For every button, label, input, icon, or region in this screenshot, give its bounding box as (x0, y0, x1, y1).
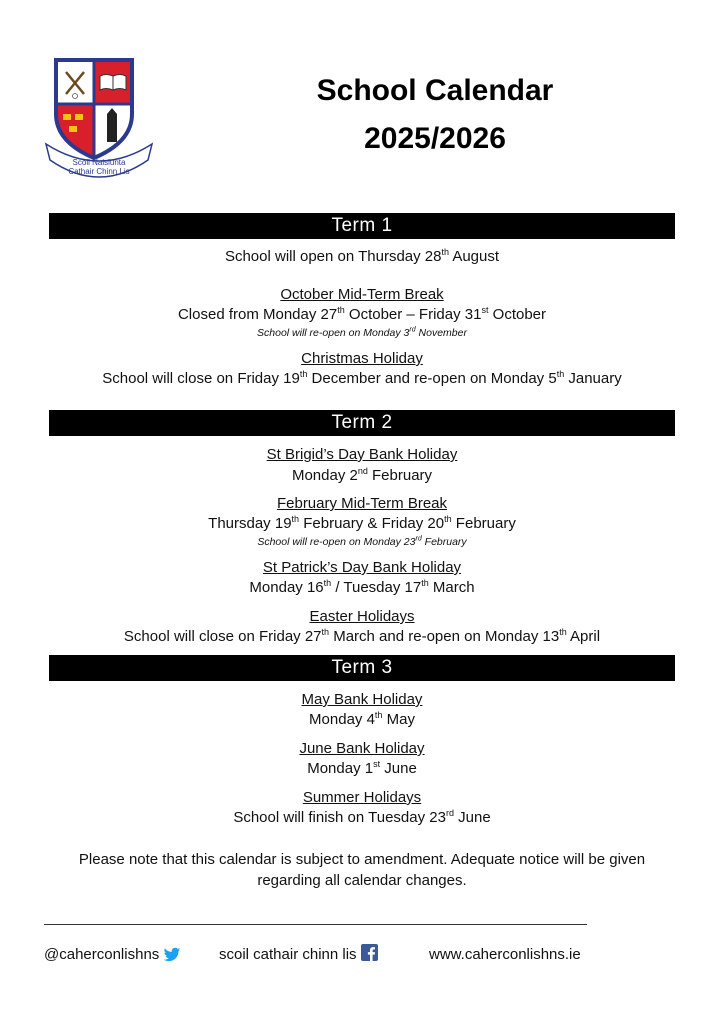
oct-note-sup: rd (409, 326, 416, 334)
february-midterm-dates (0, 515, 724, 533)
term1-open-text: School will open on Thursday 28 (224, 248, 442, 265)
twitter-handle: @caherconlishns (44, 946, 160, 963)
twitter-bird-icon (163, 947, 181, 963)
term1-open-text-end: August (449, 248, 500, 265)
june-part2: June (380, 760, 417, 777)
amendment-notice-line1: Please note that this calendar is subject to amendment. Adequate notice will be given (78, 851, 646, 868)
facebook-icon (361, 944, 378, 961)
easter-part3: April (566, 628, 601, 645)
may-part1: Monday 4 (309, 711, 375, 728)
patrick-sup1: th (323, 578, 332, 588)
easter-part2: March and re-open on Monday 13 (329, 628, 560, 645)
brigid-sup: nd (357, 466, 368, 476)
feb-sup1: th (291, 514, 300, 524)
oct-dates-part3: October (488, 306, 547, 323)
facebook-name: scoil cathair chinn lis (219, 946, 357, 963)
oct-dates-part1: Closed from Monday 27 (177, 306, 338, 323)
october-midterm-heading: October Mid-Term Break (280, 286, 444, 303)
twitter-link[interactable] (44, 946, 181, 964)
easter-sup1: th (321, 627, 330, 637)
xmas-part2: December and re-open on Monday 5 (307, 370, 557, 387)
brigid-part1: Monday 2 (291, 467, 358, 484)
may-bank-holiday-heading: May Bank Holiday (301, 691, 423, 708)
feb-note-sup: rd (415, 535, 422, 543)
feb-part2: February & Friday 20 (299, 515, 445, 532)
term3-heading-bar: Term 3 (49, 655, 675, 681)
st-brigid-heading: St Brigid’s Day Bank Holiday (266, 446, 458, 463)
page-subtitle-year: 2025/2026 (364, 122, 506, 155)
oct-dates-sup2: st (481, 305, 489, 315)
oct-note-text-end: November (415, 327, 467, 339)
st-patrick-dates (0, 579, 724, 597)
crest-motto-line1: Scoil Naisiunta (72, 158, 126, 167)
patrick-part3: March (428, 579, 475, 596)
xmas-part1: School will close on Friday 19 (102, 370, 300, 387)
xmas-part3: January (564, 370, 622, 387)
summer-holidays-heading: Summer Holidays (302, 789, 422, 806)
feb-sup2: th (444, 514, 452, 524)
feb-note-text: School will re-open on Monday 23 (257, 536, 416, 548)
footer-divider (44, 924, 587, 925)
website-link[interactable]: www.caherconlishns.ie (429, 946, 581, 963)
oct-dates-part2: October – Friday 31 (344, 306, 482, 323)
february-midterm-heading: February Mid-Term Break (276, 495, 448, 512)
summer-part2: June (453, 809, 491, 826)
oct-dates-sup1: th (337, 305, 345, 315)
february-reopen-note (0, 536, 724, 548)
term1-open-sup: th (441, 247, 449, 257)
patrick-part2: / Tuesday 17 (331, 579, 422, 596)
xmas-sup2: th (556, 369, 565, 379)
st-brigid-date (0, 467, 724, 485)
october-midterm-dates (0, 306, 724, 324)
xmas-sup1: th (299, 369, 308, 379)
term1-open-line (0, 248, 724, 266)
may-bank-holiday-date (0, 711, 724, 729)
christmas-dates (0, 370, 724, 388)
june-sup: st (373, 759, 381, 769)
june-bank-holiday-heading: June Bank Holiday (299, 740, 425, 757)
feb-part3: February (451, 515, 516, 532)
june-part1: Monday 1 (307, 760, 374, 777)
term1-heading-bar: Term 1 (49, 213, 675, 239)
easter-part1: School will close on Friday 27 (123, 628, 322, 645)
patrick-sup2: th (421, 578, 429, 588)
easter-dates (0, 628, 724, 646)
christmas-heading: Christmas Holiday (301, 350, 423, 367)
school-crest-logo (44, 56, 154, 186)
brigid-part2: February (367, 467, 433, 484)
summer-sup: rd (445, 808, 454, 818)
facebook-link[interactable] (219, 946, 378, 964)
feb-note-text-end: February (421, 536, 467, 548)
may-part2: May (382, 711, 415, 728)
patrick-part1: Monday 16 (249, 579, 324, 596)
oct-note-text: School will re-open on Monday 3 (257, 327, 410, 339)
page-title: School Calendar (316, 74, 554, 107)
october-reopen-note (0, 327, 724, 339)
crest-motto-line2: Cathair Chinn Lis (68, 167, 130, 176)
june-bank-holiday-date (0, 760, 724, 778)
amendment-notice-line2: regarding all calendar changes. (257, 872, 467, 889)
easter-sup2: th (559, 627, 567, 637)
feb-part1: Thursday 19 (208, 515, 292, 532)
summer-part1: School will finish on Tuesday 23 (233, 809, 446, 826)
term2-heading-bar: Term 2 (49, 410, 675, 436)
st-patrick-heading: St Patrick’s Day Bank Holiday (262, 559, 462, 576)
may-sup: th (374, 710, 383, 720)
easter-heading: Easter Holidays (309, 608, 415, 625)
summer-holidays-date (0, 809, 724, 827)
